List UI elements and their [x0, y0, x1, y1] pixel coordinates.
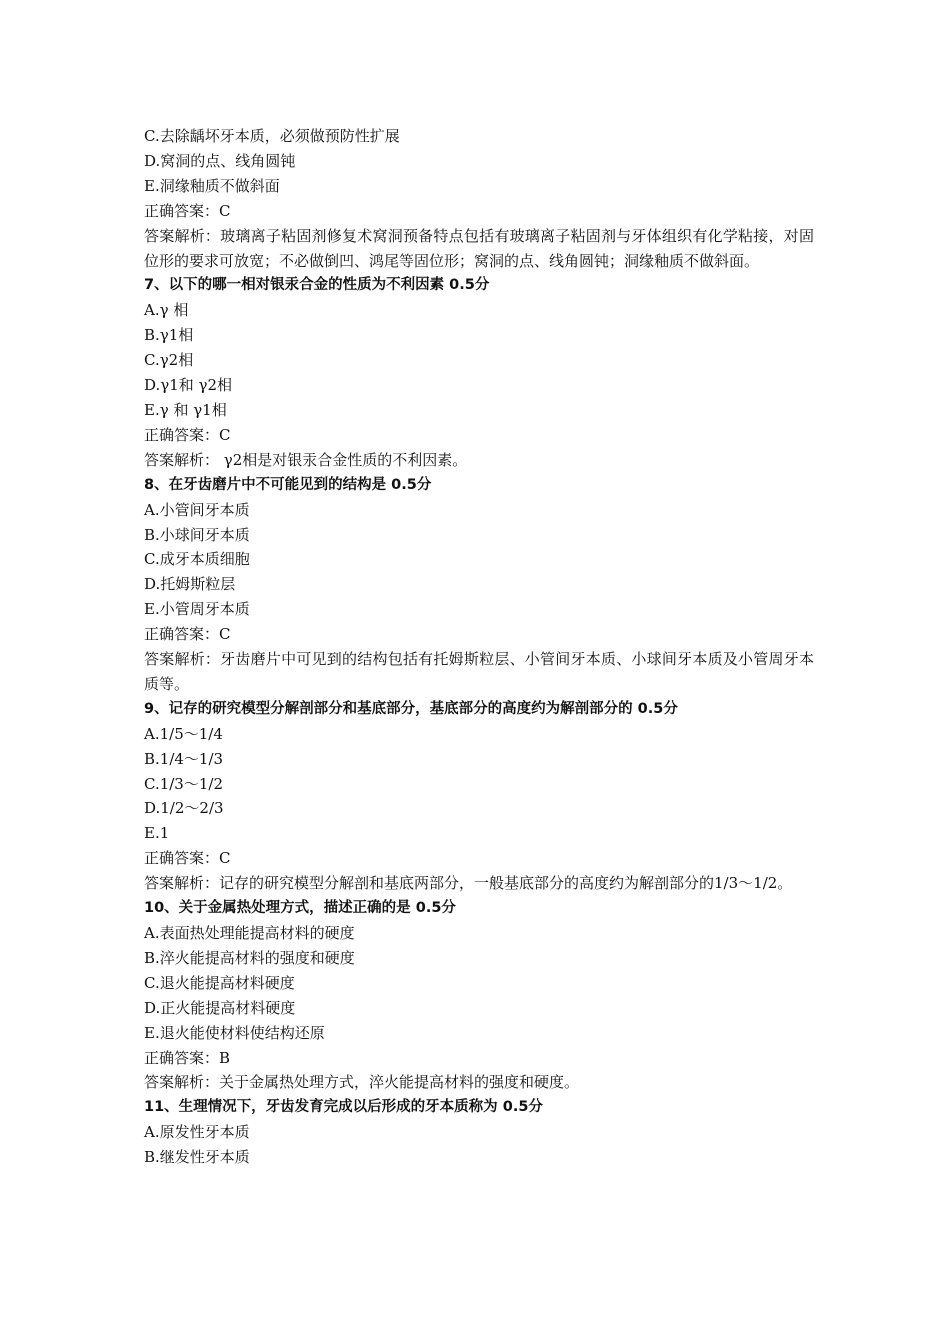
correct-answer: 正确答案：B	[144, 1048, 231, 1067]
option-e: E.洞缘釉质不做斜面	[144, 176, 280, 195]
correct-answer: 正确答案：C	[144, 201, 231, 220]
option-e: E.退火能使材料使结构还原	[144, 1023, 325, 1042]
correct-answer: 正确答案：C	[144, 425, 231, 444]
option-a: A.表面热处理能提高材料的硬度	[144, 924, 355, 942]
question-title: 9、记存的研究模型分解剖部分和基底部分，基底部分的高度约为解剖部分的 0.5分	[144, 700, 678, 717]
answer-analysis: 答案解析：牙齿磨片中可见到的结构包括有托姆斯粒层、小管间牙本质、小球间牙本质及小管周牙本质等。	[144, 650, 814, 693]
question-8	[144, 473, 814, 697]
option-b: B.继发性牙本质	[144, 1148, 250, 1167]
option-e: E.γ 和 γ1相	[144, 400, 227, 419]
option-b: B.小球间牙本质	[144, 525, 250, 544]
option-c: C.退火能提高材料硬度	[144, 973, 295, 992]
question-9	[144, 697, 814, 896]
question-title: 8、在牙齿磨片中不可能见到的结构是 0.5分	[144, 476, 432, 493]
question-title: 10、关于金属热处理方式，描述正确的是 0.5分	[144, 900, 456, 917]
option-c: C.去除龋坏牙本质，必须做预防性扩展	[144, 127, 400, 145]
option-d: D.正火能提高材料硬度	[144, 998, 296, 1017]
correct-answer: 正确答案：C	[144, 625, 231, 644]
option-d: D.1/2～2/3	[144, 799, 224, 818]
option-e: E.1	[144, 824, 170, 843]
option-c: C.1/3～1/2	[144, 774, 223, 793]
option-c: C.成牙本质细胞	[144, 550, 250, 569]
option-b: B.淬火能提高材料的强度和硬度	[144, 948, 355, 967]
option-a: A.γ 相	[144, 301, 189, 320]
question-title: 11、生理情况下，牙齿发育完成以后形成的牙本质称为 0.5分	[144, 1099, 543, 1116]
option-b: B.1/4～1/3	[144, 749, 224, 768]
question-title: 7、以下的哪一相对银汞合金的性质为不利因素 0.5分	[144, 277, 490, 294]
question-6-tail	[144, 124, 814, 273]
answer-analysis: 答案解析：玻璃离子粘固剂修复术窝洞预备特点包括有玻璃离子粘固剂与牙体组织有化学粘接，对固位形的要求可放宽；不必做倒凹、鸿尾等固位形；窝洞的点、线角圆钝；洞缘釉质不做斜面。	[144, 226, 814, 270]
question-7	[144, 273, 814, 472]
answer-analysis: 答案解析：关于金属热处理方式，淬火能提高材料的强度和硬度。	[144, 1073, 580, 1092]
correct-answer: 正确答案：C	[144, 849, 231, 868]
option-e: E.小管周牙本质	[144, 600, 250, 619]
question-10	[144, 896, 814, 1095]
document-page	[144, 124, 814, 1170]
question-11	[144, 1095, 814, 1170]
option-a: A.小管间牙本质	[144, 500, 250, 519]
option-b: B.γ1相	[144, 326, 194, 345]
option-d: D.γ1和 γ2相	[144, 376, 233, 395]
option-a: A.1/5～1/4	[144, 724, 223, 743]
option-c: C.γ2相	[144, 351, 194, 370]
answer-analysis: 答案解析： γ2相是对银汞合金性质的不利因素。	[144, 450, 468, 469]
answer-analysis: 答案解析：记存的研究模型分解剖和基底两部分，一般基底部分的高度约为解剖部分的1/3～1/2。	[144, 874, 793, 893]
option-d: D.窝洞的点、线角圆钝	[144, 151, 296, 170]
option-a: A.原发性牙本质	[144, 1123, 250, 1142]
option-d: D.托姆斯粒层	[144, 575, 236, 594]
